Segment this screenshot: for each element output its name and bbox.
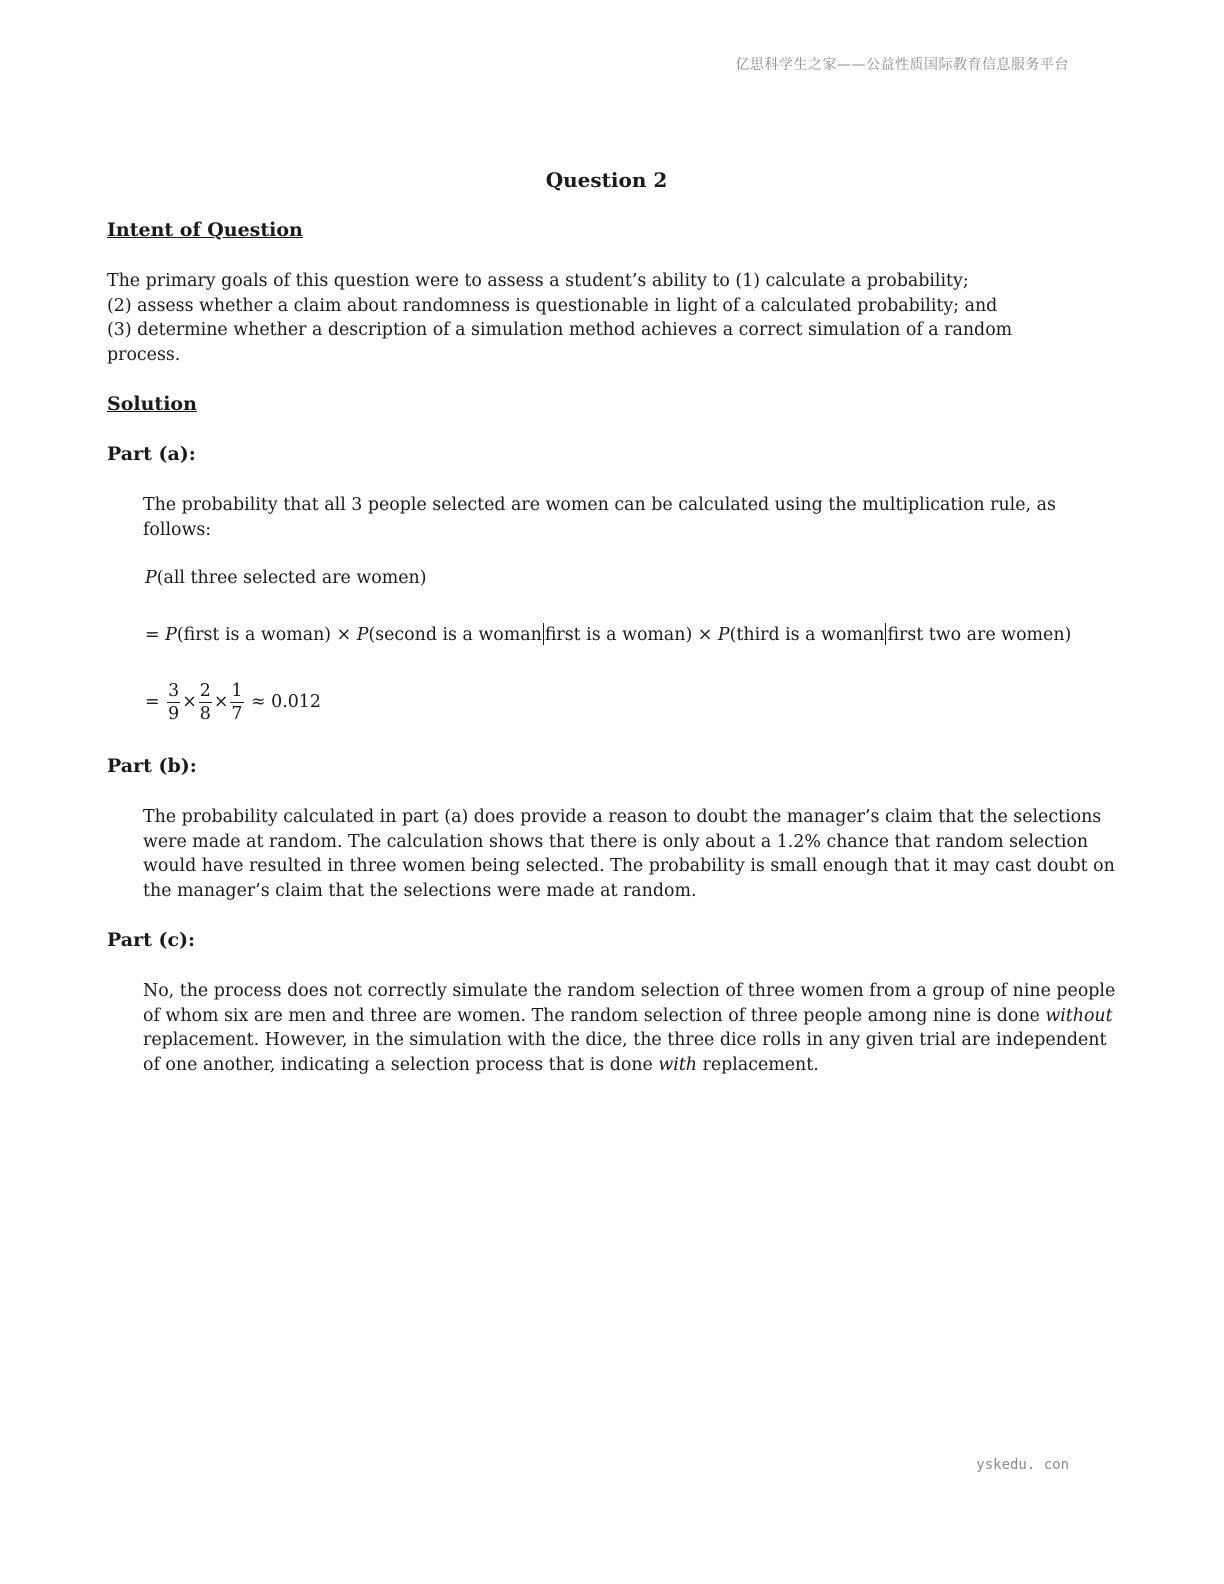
- math-text: (third is a woman: [729, 625, 885, 645]
- equals-sign: =: [145, 692, 160, 712]
- part-c-emphasis: without: [1045, 1005, 1113, 1026]
- prob-symbol: P: [717, 625, 730, 645]
- math-text: (second is a woman: [368, 625, 542, 645]
- intent-heading: Intent of Question: [107, 219, 303, 241]
- conditional-bar: [543, 623, 544, 645]
- math-text: first is a woman) ×: [544, 625, 718, 645]
- math-text: (first is a woman) ×: [176, 625, 357, 645]
- fraction: [199, 680, 212, 725]
- part-b-heading: Part (b):: [107, 755, 197, 777]
- intent-line: (2) assess whether a claim about randomness is questionable in light of a calculated probability; and: [107, 295, 998, 316]
- part-c-text: replacement.: [697, 1054, 819, 1075]
- times-sign: ×: [213, 692, 229, 712]
- math-line-2: [145, 623, 1071, 645]
- math-text: (all three selected are women): [156, 568, 427, 588]
- math-line-3: [145, 680, 321, 725]
- part-c-text: No, the process does not correctly simulate the random selection of three women from a group of nine people of whom six are men and three are women. The random selection of three people among nine is done: [143, 981, 1116, 1026]
- numerator: 1: [231, 681, 243, 701]
- prob-symbol: P: [165, 625, 177, 645]
- math-text: first two are women): [887, 625, 1072, 645]
- numerator: 3: [168, 681, 180, 701]
- denominator: 7: [231, 704, 243, 724]
- part-b-paragraph: The probability calculated in part (a) does provide a reason to doubt the manager’s claim that the selections were made at random. The calculation shows that there is only about a 1.2% chance that random selection would have resulted in three women being selected. The probability is small enough that it may cast doubt on the manager’s claim that the selections were made at random.: [143, 807, 1115, 901]
- page-title: Question 2: [545, 168, 668, 192]
- denominator: 9: [168, 704, 180, 724]
- part-c-paragraph: [143, 979, 1118, 1077]
- part-c-text: replacement. However, in the simulation with the dice, the three dice rolls in any given trial are independent of one another, indicating a selection process that is done: [143, 1030, 1107, 1075]
- approx-result: ≈ 0.012: [251, 692, 321, 712]
- fraction: [230, 680, 243, 725]
- part-a-paragraph: The probability that all 3 people selected are women can be calculated using the multiplication rule, as follows:: [143, 495, 1056, 540]
- footer-watermark: yskedu. con: [976, 1457, 1069, 1473]
- part-c-emphasis: with: [658, 1054, 698, 1075]
- solution-heading: Solution: [107, 393, 197, 415]
- intent-line: (3) determine whether a description of a simulation method achieves a correct simulation of a random: [107, 320, 1013, 341]
- denominator: 8: [199, 704, 211, 724]
- prob-symbol: P: [145, 568, 157, 588]
- equals-sign: =: [145, 625, 166, 645]
- intent-line: The primary goals of this question were to assess a student’s ability to (1) calculate a probability;: [107, 271, 969, 291]
- part-a-heading: Part (a):: [107, 443, 196, 465]
- intent-paragraph: [107, 269, 1107, 367]
- part-c-heading: Part (c):: [107, 929, 196, 951]
- times-sign: ×: [182, 692, 197, 712]
- header-watermark: 亿思科学生之家——公益性质国际教育信息服务平台: [735, 57, 1069, 73]
- math-line-1: [145, 568, 427, 588]
- intent-line: process.: [107, 344, 181, 365]
- numerator: 2: [199, 681, 211, 701]
- fraction: [167, 680, 180, 725]
- prob-symbol: P: [356, 625, 369, 645]
